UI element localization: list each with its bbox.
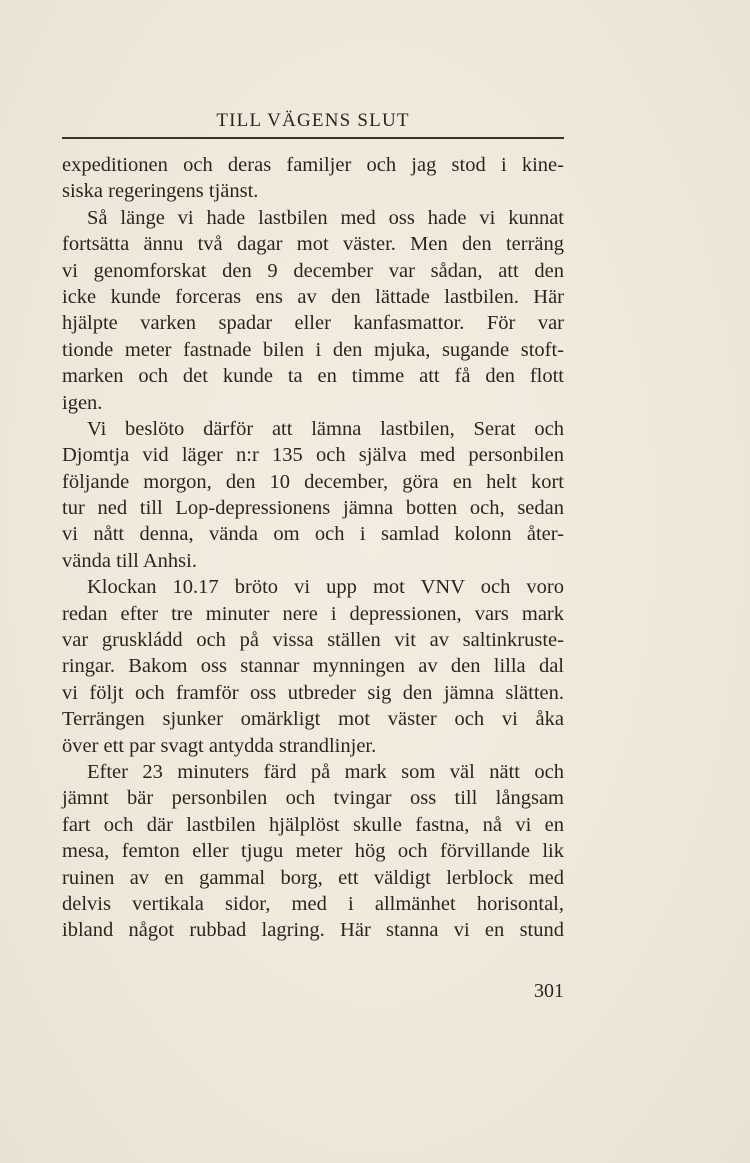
text-line: Klockan 10.17 bröto vi upp mot VNV och voro (87, 576, 564, 599)
text-line: marken och det kunde ta en timme att få den flott (62, 365, 564, 388)
text-line: expeditionen och deras familjer och jag stod i kine- (62, 154, 564, 176)
text-line: redan efter tre minuter nere i depressionen, vars mark (62, 602, 564, 625)
page-number: 301 (534, 980, 564, 1002)
text-line: vi nått denna, vända om och i samlad kolonn åter- (62, 523, 564, 546)
text-line: siska regeringens tjänst. (62, 180, 259, 203)
text-line: icke kunde forceras ens av den lättade lastbilen. Här (62, 285, 564, 308)
text-line: ibland något rubbad lagring. Här stanna vi en stund (62, 919, 564, 942)
text-line: tionde meter fastnade bilen i den mjuka, sugande stoft- (62, 338, 564, 361)
text-line: vi följt och framför oss utbreder sig den jämna slätten. (62, 681, 564, 704)
text-line: fart och där lastbilen hjälplöst skulle fastna, nå vi en (62, 813, 564, 836)
text-line: igen. (62, 391, 103, 414)
text-line: Så länge vi hade lastbilen med oss hade vi kunnat (87, 206, 564, 229)
body-text (62, 152, 564, 944)
text-line: ruinen av en gammal borg, ett väldigt lerblock med (62, 866, 564, 889)
text-line: ringar. Bakom oss stannar mynningen av den lilla dal (62, 655, 564, 678)
text-line: Vi beslöto därför att lämna lastbilen, Serat och (87, 417, 564, 440)
text-line: var gruskládd och på vissa ställen vit av saltinkruste- (62, 629, 564, 652)
text-line: delvis vertikala sidor, med i allmänhet horisontal, (62, 892, 564, 915)
header-rule (62, 137, 564, 139)
text-line: över ett par svagt antydda strandlinjer. (62, 734, 377, 757)
text-line: Efter 23 minuters färd på mark som väl nätt och (87, 760, 564, 783)
text-line: hjälpte varken spadar eller kanfasmattor. För var (62, 312, 564, 335)
text-line: tur ned till Lop-depressionens jämna botten och, sedan (62, 497, 564, 520)
text-line: vi genomforskat den 9 december var sådan, att den (62, 259, 564, 282)
text-line: mesa, femton eller tjugu meter hög och förvillande lik (62, 840, 564, 863)
text-line: Terrängen sjunker omärkligt mot väster och vi åka (62, 708, 564, 731)
text-line: Djomtja vid läger n:r 135 och själva med personbilen (62, 444, 564, 467)
text-line: vända till Anhsi. (62, 549, 197, 572)
text-line: jämnt bär personbilen och tvingar oss till långsam (62, 787, 564, 810)
text-line: fortsätta ännu två dagar mot väster. Men den terräng (62, 233, 564, 256)
text-line: följande morgon, den 10 december, göra en helt kort (62, 470, 564, 493)
running-head: TILL VÄGENS SLUT (216, 110, 410, 131)
